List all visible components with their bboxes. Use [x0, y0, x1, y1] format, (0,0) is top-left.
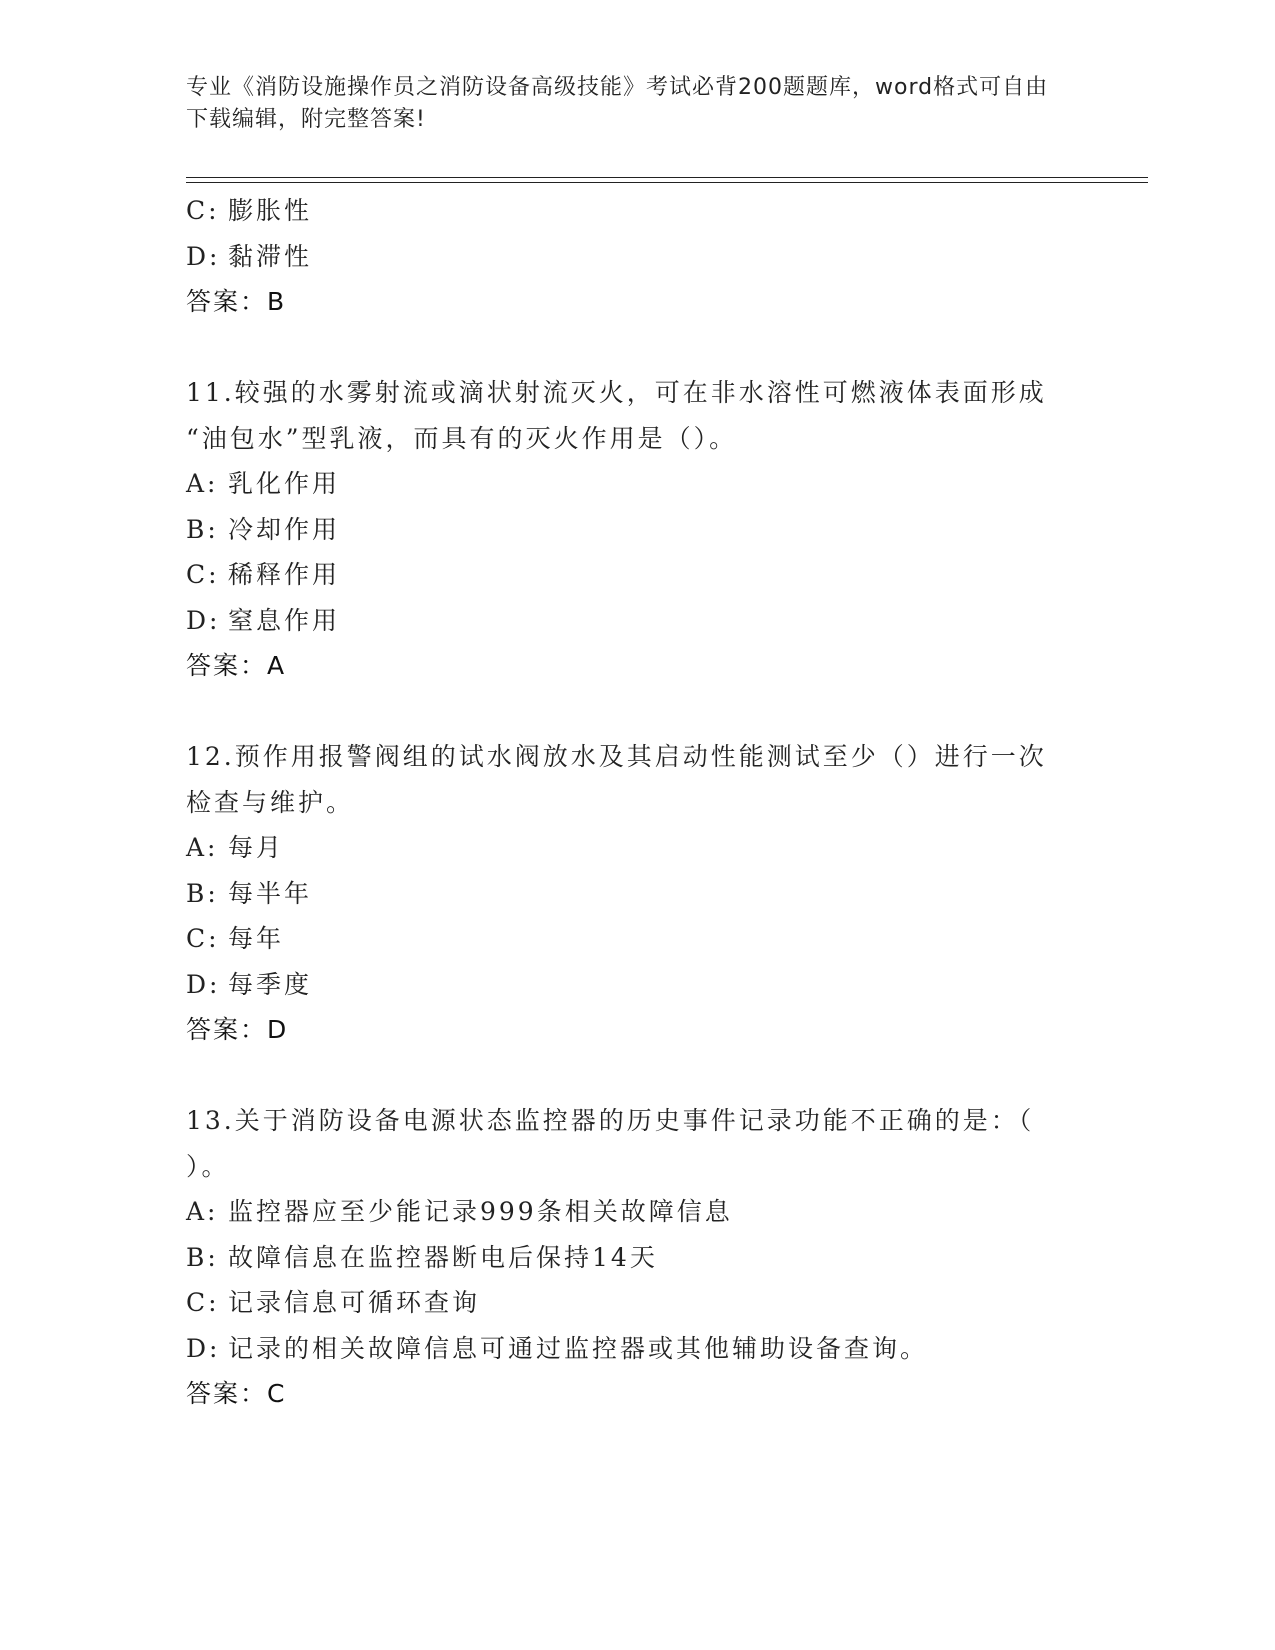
- question-13: [186, 1098, 1086, 1417]
- option-letter: A:: [186, 833, 219, 862]
- document-body: [186, 188, 1086, 1417]
- question-stem: 11.较强的水雾射流或滴状射流灭火，可在非水溶性可燃液体表面形成: [186, 378, 1047, 407]
- option-a: [186, 825, 1086, 871]
- option-text: 乳化作用: [228, 469, 341, 498]
- option-letter: D:: [186, 241, 221, 271]
- option-a: [186, 461, 1086, 507]
- answer-line: 答案：A: [186, 651, 287, 680]
- question-stem-cont: “油包水”型乳液，而具有的灭火作用是（）。: [186, 423, 738, 453]
- spacer: [186, 1053, 1086, 1099]
- option-letter: C:: [186, 196, 220, 225]
- spacer: [186, 689, 1086, 735]
- question-stem: 13.关于消防设备电源状态监控器的历史事件记录功能不正确的是：（: [186, 1106, 1035, 1135]
- answer-line: 答案：C: [186, 1379, 287, 1408]
- question-stem: 12.预作用报警阀组的试水阀放水及其启动性能测试至少（）进行一次: [186, 742, 1047, 771]
- option-text: 膨胀性: [228, 196, 313, 225]
- option-letter: B:: [186, 878, 219, 908]
- option-text: 冷却作用: [228, 514, 341, 544]
- spacer: [186, 325, 1086, 371]
- option-letter: B:: [186, 514, 219, 544]
- question-stem-cont: ）。: [186, 1151, 230, 1181]
- option-letter: C:: [186, 560, 220, 589]
- option-a: [186, 1189, 1086, 1235]
- option-letter: C:: [186, 1288, 220, 1317]
- answer-line: 答案：B: [186, 287, 287, 316]
- question-11: [186, 370, 1086, 689]
- option-b: [186, 1235, 1086, 1281]
- option-d: [186, 598, 1086, 644]
- option-text: 每月: [228, 833, 285, 862]
- option-text: 记录的相关故障信息可通过监控器或其他辅助设备查询。: [228, 1333, 929, 1363]
- option-text: 稀释作用: [228, 560, 341, 589]
- carry-over-block: [186, 188, 1086, 325]
- document-header: 专业《消防设施操作员之消防设备高级技能》考试必背200题题库，word格式可自由下载编辑，附完整答案!: [186, 75, 1049, 132]
- option-letter: A:: [186, 1197, 219, 1226]
- option-text: 每季度: [228, 969, 313, 999]
- option-c: [186, 1280, 1086, 1326]
- answer-line: 答案：D: [186, 1015, 289, 1044]
- option-c: [186, 916, 1086, 962]
- option-text: 记录信息可循环查询: [228, 1288, 481, 1317]
- option-d: [186, 234, 1086, 280]
- option-d: [186, 962, 1086, 1008]
- header-rule-top: [186, 177, 1148, 178]
- option-text: 故障信息在监控器断电后保持14天: [228, 1242, 658, 1272]
- option-letter: D:: [186, 605, 221, 635]
- header-rule-bottom: [186, 182, 1148, 183]
- question-stem-cont: 检查与维护。: [186, 787, 355, 817]
- option-letter: C:: [186, 924, 220, 953]
- option-text: 监控器应至少能记录999条相关故障信息: [228, 1197, 733, 1226]
- option-letter: D:: [186, 1333, 221, 1363]
- option-text: 每半年: [228, 878, 313, 908]
- option-letter: A:: [186, 469, 219, 498]
- option-c: [186, 552, 1086, 598]
- option-text: 每年: [228, 924, 285, 953]
- option-d: [186, 1326, 1086, 1372]
- option-letter: B:: [186, 1242, 219, 1272]
- option-c: [186, 188, 1086, 234]
- option-letter: D:: [186, 969, 221, 999]
- option-b: [186, 507, 1086, 553]
- question-12: [186, 734, 1086, 1053]
- option-text: 黏滞性: [228, 241, 313, 271]
- option-text: 窒息作用: [228, 605, 341, 635]
- option-b: [186, 871, 1086, 917]
